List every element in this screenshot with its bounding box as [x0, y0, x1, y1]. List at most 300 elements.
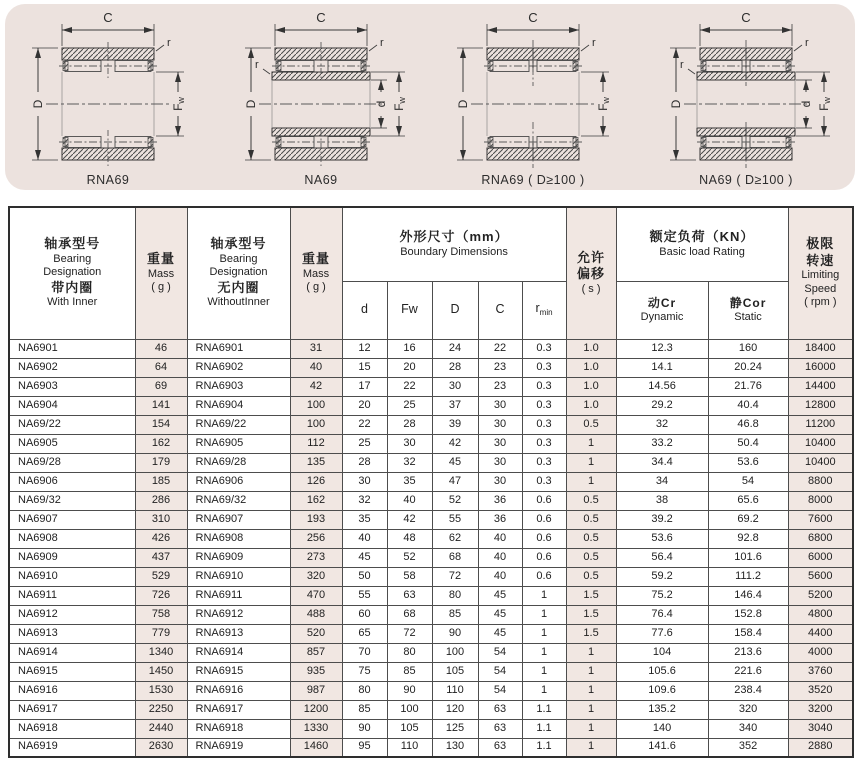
value-cell: 1	[522, 586, 566, 605]
value-cell: 221.6	[708, 662, 788, 681]
designation-with-inner: NA6905	[9, 434, 135, 453]
header-text: Static	[734, 310, 762, 323]
value-cell: 55	[342, 586, 387, 605]
value-cell: 20.24	[708, 358, 788, 377]
header-text: Bearing	[219, 252, 258, 265]
designation-with-inner: NA6904	[9, 396, 135, 415]
svg-text:Fw: Fw	[596, 97, 612, 111]
designation-without-inner: RNA6904	[187, 396, 290, 415]
value-cell: 90	[342, 719, 387, 738]
table-row	[9, 510, 853, 529]
value-cell: 185	[135, 472, 187, 491]
table-row	[9, 377, 853, 396]
value-cell: 25	[342, 434, 387, 453]
value-cell: 60	[342, 605, 387, 624]
svg-text:D: D	[456, 99, 471, 109]
table-row	[9, 700, 853, 719]
value-cell: 31	[290, 339, 342, 358]
header-text: min	[539, 308, 553, 318]
header-text: 允许	[577, 250, 606, 266]
header-D	[432, 281, 478, 339]
value-cell: 32	[387, 453, 432, 472]
header-text: 无内圈	[217, 280, 260, 296]
value-cell: 63	[478, 719, 522, 738]
value-cell: 92.8	[708, 529, 788, 548]
value-cell: 85	[342, 700, 387, 719]
value-cell: 1	[566, 700, 616, 719]
designation-with-inner: NA6916	[9, 681, 135, 700]
value-cell: 80	[432, 586, 478, 605]
svg-text:C: C	[741, 10, 751, 25]
value-cell: 141.6	[616, 738, 708, 757]
svg-text:C: C	[316, 10, 326, 25]
value-cell: 12800	[788, 396, 853, 415]
value-cell: 0.6	[522, 510, 566, 529]
svg-text:r: r	[592, 37, 596, 49]
value-cell: 47	[432, 472, 478, 491]
value-cell: 286	[135, 491, 187, 510]
value-cell: 48	[387, 529, 432, 548]
value-cell: 105	[387, 719, 432, 738]
value-cell: 105	[432, 662, 478, 681]
diagram-slot	[430, 4, 643, 190]
value-cell: 45	[478, 624, 522, 643]
value-cell: 320	[708, 700, 788, 719]
table-row	[9, 586, 853, 605]
table-row	[9, 529, 853, 548]
value-cell: 130	[432, 738, 478, 757]
value-cell: 340	[708, 719, 788, 738]
value-cell: 85	[432, 605, 478, 624]
value-cell: 3200	[788, 700, 853, 719]
value-cell: 63	[478, 700, 522, 719]
value-cell: 0.3	[522, 396, 566, 415]
header-text: ( g )	[306, 281, 326, 294]
value-cell: 30	[478, 396, 522, 415]
value-cell: 1	[566, 681, 616, 700]
designation-with-inner: NA6917	[9, 700, 135, 719]
designation-without-inner: RNA69/28	[187, 453, 290, 472]
value-cell: 12	[342, 339, 387, 358]
table-row	[9, 567, 853, 586]
header-text: Speed	[804, 282, 837, 295]
designation-without-inner: RNA6907	[187, 510, 290, 529]
value-cell: 23	[478, 377, 522, 396]
designation-with-inner: NA6903	[9, 377, 135, 396]
value-cell: 3520	[788, 681, 853, 700]
value-cell: 154	[135, 415, 187, 434]
value-cell: 426	[135, 529, 187, 548]
value-cell: 193	[290, 510, 342, 529]
header-text: Mass	[147, 267, 175, 280]
header-text: Mass	[302, 267, 330, 280]
header-dynamic-cr	[616, 281, 708, 339]
value-cell: 8000	[788, 491, 853, 510]
header-text: Designation	[209, 266, 268, 279]
header-mass-1	[135, 207, 187, 339]
designation-with-inner: NA6912	[9, 605, 135, 624]
value-cell: 109.6	[616, 681, 708, 700]
bearing-spec-table	[8, 206, 854, 758]
value-cell: 2630	[135, 738, 187, 757]
value-cell: 4000	[788, 643, 853, 662]
value-cell: 45	[342, 548, 387, 567]
value-cell: 1.5	[566, 624, 616, 643]
value-cell: 22	[387, 377, 432, 396]
value-cell: 1.0	[566, 396, 616, 415]
value-cell: 50.4	[708, 434, 788, 453]
value-cell: 1	[522, 643, 566, 662]
value-cell: 45	[478, 586, 522, 605]
svg-text:D: D	[243, 99, 258, 109]
value-cell: 110	[387, 738, 432, 757]
value-cell: 35	[342, 510, 387, 529]
header-text: Bearing	[53, 252, 92, 265]
designation-with-inner: NA6907	[9, 510, 135, 529]
bearing-diagram	[5, 4, 217, 190]
value-cell: 64	[135, 358, 187, 377]
value-cell: 935	[290, 662, 342, 681]
table-row	[9, 434, 853, 453]
table-row	[9, 472, 853, 491]
value-cell: 0.3	[522, 434, 566, 453]
value-cell: 65.6	[708, 491, 788, 510]
value-cell: 17	[342, 377, 387, 396]
svg-text:r: r	[379, 37, 384, 49]
value-cell: 758	[135, 605, 187, 624]
value-cell: 0.5	[566, 567, 616, 586]
value-cell: 0.6	[522, 567, 566, 586]
designation-without-inner: RNA6905	[187, 434, 290, 453]
header-text: Limiting	[801, 268, 840, 281]
designation-without-inner: RNA6902	[187, 358, 290, 377]
diagram-slot	[643, 4, 856, 190]
diagram-slot	[5, 4, 218, 190]
value-cell: 75	[342, 662, 387, 681]
value-cell: 39	[432, 415, 478, 434]
header-text: 额定负荷（KN）	[649, 229, 755, 245]
value-cell: 1450	[135, 662, 187, 681]
value-cell: 32	[616, 415, 708, 434]
table-row	[9, 358, 853, 377]
header-text: r	[535, 301, 540, 316]
value-cell: 135	[290, 453, 342, 472]
value-cell: 32	[342, 491, 387, 510]
value-cell: 100	[290, 396, 342, 415]
designation-with-inner: NA6919	[9, 738, 135, 757]
value-cell: 34.4	[616, 453, 708, 472]
value-cell: 0.3	[522, 415, 566, 434]
header-text: 静Cor	[729, 295, 767, 310]
value-cell: 3040	[788, 719, 853, 738]
value-cell: 70	[342, 643, 387, 662]
value-cell: 4400	[788, 624, 853, 643]
value-cell: 520	[290, 624, 342, 643]
value-cell: 29.2	[616, 396, 708, 415]
value-cell: 14.56	[616, 377, 708, 396]
value-cell: 273	[290, 548, 342, 567]
value-cell: 40	[478, 548, 522, 567]
value-cell: 1460	[290, 738, 342, 757]
header-rmin	[522, 281, 566, 339]
bearing-diagram	[218, 4, 430, 190]
value-cell: 1.0	[566, 358, 616, 377]
value-cell: 1340	[135, 643, 187, 662]
svg-text:r: r	[254, 59, 259, 71]
value-cell: 1	[566, 662, 616, 681]
table-row	[9, 681, 853, 700]
value-cell: 53.6	[616, 529, 708, 548]
header-text: 偏移	[577, 266, 606, 282]
value-cell: 1.5	[566, 605, 616, 624]
designation-without-inner: RNA6911	[187, 586, 290, 605]
value-cell: 40.4	[708, 396, 788, 415]
diagram-caption: RNA69	[86, 173, 130, 187]
value-cell: 54	[478, 662, 522, 681]
designation-with-inner: NA6911	[9, 586, 135, 605]
value-cell: 63	[478, 738, 522, 757]
value-cell: 162	[135, 434, 187, 453]
header-text: 轴承型号	[210, 236, 267, 252]
value-cell: 0.3	[522, 377, 566, 396]
value-cell: 0.3	[522, 339, 566, 358]
designation-with-inner: NA69/28	[9, 453, 135, 472]
header-C	[478, 281, 522, 339]
value-cell: 5600	[788, 567, 853, 586]
value-cell: 30	[432, 377, 478, 396]
value-cell: 857	[290, 643, 342, 662]
value-cell: 179	[135, 453, 187, 472]
designation-with-inner: NA6909	[9, 548, 135, 567]
svg-text:Fw: Fw	[816, 97, 832, 111]
value-cell: 14400	[788, 377, 853, 396]
value-cell: 101.6	[708, 548, 788, 567]
header-text: ( rpm )	[804, 296, 837, 309]
value-cell: 1	[522, 681, 566, 700]
value-cell: 34	[616, 472, 708, 491]
svg-text:Fw: Fw	[171, 97, 187, 111]
header-d	[342, 281, 387, 339]
designation-with-inner: NA6906	[9, 472, 135, 491]
designation-with-inner: NA69/32	[9, 491, 135, 510]
value-cell: 1530	[135, 681, 187, 700]
designation-with-inner: NA6915	[9, 662, 135, 681]
header-text: ( g )	[151, 281, 171, 294]
value-cell: 1	[566, 453, 616, 472]
value-cell: 80	[342, 681, 387, 700]
value-cell: 36	[478, 491, 522, 510]
value-cell: 69.2	[708, 510, 788, 529]
value-cell: 105.6	[616, 662, 708, 681]
value-cell: 0.5	[566, 415, 616, 434]
value-cell: 1.0	[566, 339, 616, 358]
table-row	[9, 624, 853, 643]
value-cell: 95	[342, 738, 387, 757]
value-cell: 63	[387, 586, 432, 605]
value-cell: 46	[135, 339, 187, 358]
value-cell: 30	[478, 453, 522, 472]
svg-text:d: d	[373, 100, 388, 108]
bearing-diagram	[430, 4, 642, 190]
designation-without-inner: RNA6919	[187, 738, 290, 757]
value-cell: 1	[566, 719, 616, 738]
designation-without-inner: RNA6917	[187, 700, 290, 719]
value-cell: 8800	[788, 472, 853, 491]
value-cell: 1.1	[522, 738, 566, 757]
value-cell: 75.2	[616, 586, 708, 605]
designation-with-inner: NA6902	[9, 358, 135, 377]
value-cell: 30	[478, 434, 522, 453]
value-cell: 0.3	[522, 358, 566, 377]
value-cell: 110	[432, 681, 478, 700]
designation-with-inner: NA6918	[9, 719, 135, 738]
value-cell: 52	[387, 548, 432, 567]
value-cell: 22	[478, 339, 522, 358]
value-cell: 0.6	[522, 529, 566, 548]
header-text: 带内圈	[51, 280, 94, 296]
value-cell: 6800	[788, 529, 853, 548]
value-cell: 40	[290, 358, 342, 377]
value-cell: 30	[342, 472, 387, 491]
header-text: With Inner	[47, 296, 98, 309]
value-cell: 1	[566, 472, 616, 491]
value-cell: 152.8	[708, 605, 788, 624]
header-text: Fw	[401, 302, 418, 317]
designation-without-inner: RNA6903	[187, 377, 290, 396]
svg-text:r: r	[679, 59, 684, 71]
diagram-caption: RNA69 ( D≥100 )	[481, 173, 585, 187]
designation-without-inner: RNA6913	[187, 624, 290, 643]
value-cell: 1.1	[522, 700, 566, 719]
value-cell: 12.3	[616, 339, 708, 358]
value-cell: 23	[478, 358, 522, 377]
header-text: 动Cr	[647, 295, 677, 310]
value-cell: 50	[342, 567, 387, 586]
value-cell: 470	[290, 586, 342, 605]
value-cell: 21.76	[708, 377, 788, 396]
value-cell: 987	[290, 681, 342, 700]
header-text: Dynamic	[640, 310, 684, 323]
value-cell: 1	[566, 434, 616, 453]
value-cell: 59.2	[616, 567, 708, 586]
value-cell: 72	[432, 567, 478, 586]
value-cell: 126	[290, 472, 342, 491]
header-text: 转速	[806, 252, 835, 268]
designation-with-inner: NA69/22	[9, 415, 135, 434]
designation-with-inner: NA6910	[9, 567, 135, 586]
value-cell: 35	[387, 472, 432, 491]
svg-text:D: D	[668, 99, 683, 109]
header-designation-without-inner	[187, 207, 290, 339]
table-row	[9, 491, 853, 510]
value-cell: 22	[342, 415, 387, 434]
value-cell: 58	[387, 567, 432, 586]
value-cell: 90	[432, 624, 478, 643]
designation-without-inner: RNA6909	[187, 548, 290, 567]
value-cell: 20	[387, 358, 432, 377]
header-text: Basic load Rating	[659, 245, 745, 258]
table-row	[9, 719, 853, 738]
svg-text:D: D	[31, 99, 46, 109]
value-cell: 140	[616, 719, 708, 738]
header-text: d	[361, 302, 368, 317]
value-cell: 54	[708, 472, 788, 491]
header-text: C	[495, 302, 505, 317]
value-cell: 38	[616, 491, 708, 510]
value-cell: 30	[478, 415, 522, 434]
value-cell: 488	[290, 605, 342, 624]
bearing-diagram	[643, 4, 855, 190]
header-permissible-offset	[566, 207, 616, 339]
value-cell: 146.4	[708, 586, 788, 605]
value-cell: 1	[522, 662, 566, 681]
value-cell: 0.6	[522, 548, 566, 567]
designation-without-inner: RNA6912	[187, 605, 290, 624]
value-cell: 529	[135, 567, 187, 586]
value-cell: 1330	[290, 719, 342, 738]
value-cell: 104	[616, 643, 708, 662]
page	[0, 4, 860, 776]
header-limiting-speed	[788, 207, 853, 339]
value-cell: 20	[342, 396, 387, 415]
value-cell: 72	[387, 624, 432, 643]
svg-text:Fw: Fw	[391, 97, 407, 111]
value-cell: 1	[566, 643, 616, 662]
designation-without-inner: RNA69/32	[187, 491, 290, 510]
value-cell: 256	[290, 529, 342, 548]
svg-text:C: C	[528, 10, 538, 25]
svg-text:d: d	[798, 100, 813, 108]
value-cell: 28	[432, 358, 478, 377]
value-cell: 11200	[788, 415, 853, 434]
header-fw	[387, 281, 432, 339]
value-cell: 213.6	[708, 643, 788, 662]
value-cell: 39.2	[616, 510, 708, 529]
value-cell: 352	[708, 738, 788, 757]
value-cell: 40	[478, 567, 522, 586]
value-cell: 0.3	[522, 472, 566, 491]
value-cell: 0.5	[566, 529, 616, 548]
designation-without-inner: RNA6918	[187, 719, 290, 738]
value-cell: 37	[432, 396, 478, 415]
value-cell: 77.6	[616, 624, 708, 643]
value-cell: 68	[387, 605, 432, 624]
value-cell: 45	[432, 453, 478, 472]
value-cell: 40	[342, 529, 387, 548]
table-row	[9, 396, 853, 415]
value-cell: 62	[432, 529, 478, 548]
value-cell: 437	[135, 548, 187, 567]
designation-without-inner: RNA6910	[187, 567, 290, 586]
designation-with-inner: NA6914	[9, 643, 135, 662]
value-cell: 7600	[788, 510, 853, 529]
header-text: 外形尺寸（mm）	[399, 229, 509, 245]
value-cell: 0.5	[566, 548, 616, 567]
diagram-caption: NA69 ( D≥100 )	[698, 173, 793, 187]
value-cell: 160	[708, 339, 788, 358]
value-cell: 90	[387, 681, 432, 700]
designation-with-inner: NA6901	[9, 339, 135, 358]
header-text: D	[450, 302, 460, 317]
svg-text:r: r	[167, 37, 171, 49]
value-cell: 30	[478, 472, 522, 491]
value-cell: 2440	[135, 719, 187, 738]
value-cell: 80	[387, 643, 432, 662]
header-text: 极限	[806, 236, 835, 252]
value-cell: 76.4	[616, 605, 708, 624]
value-cell: 779	[135, 624, 187, 643]
value-cell: 3760	[788, 662, 853, 681]
